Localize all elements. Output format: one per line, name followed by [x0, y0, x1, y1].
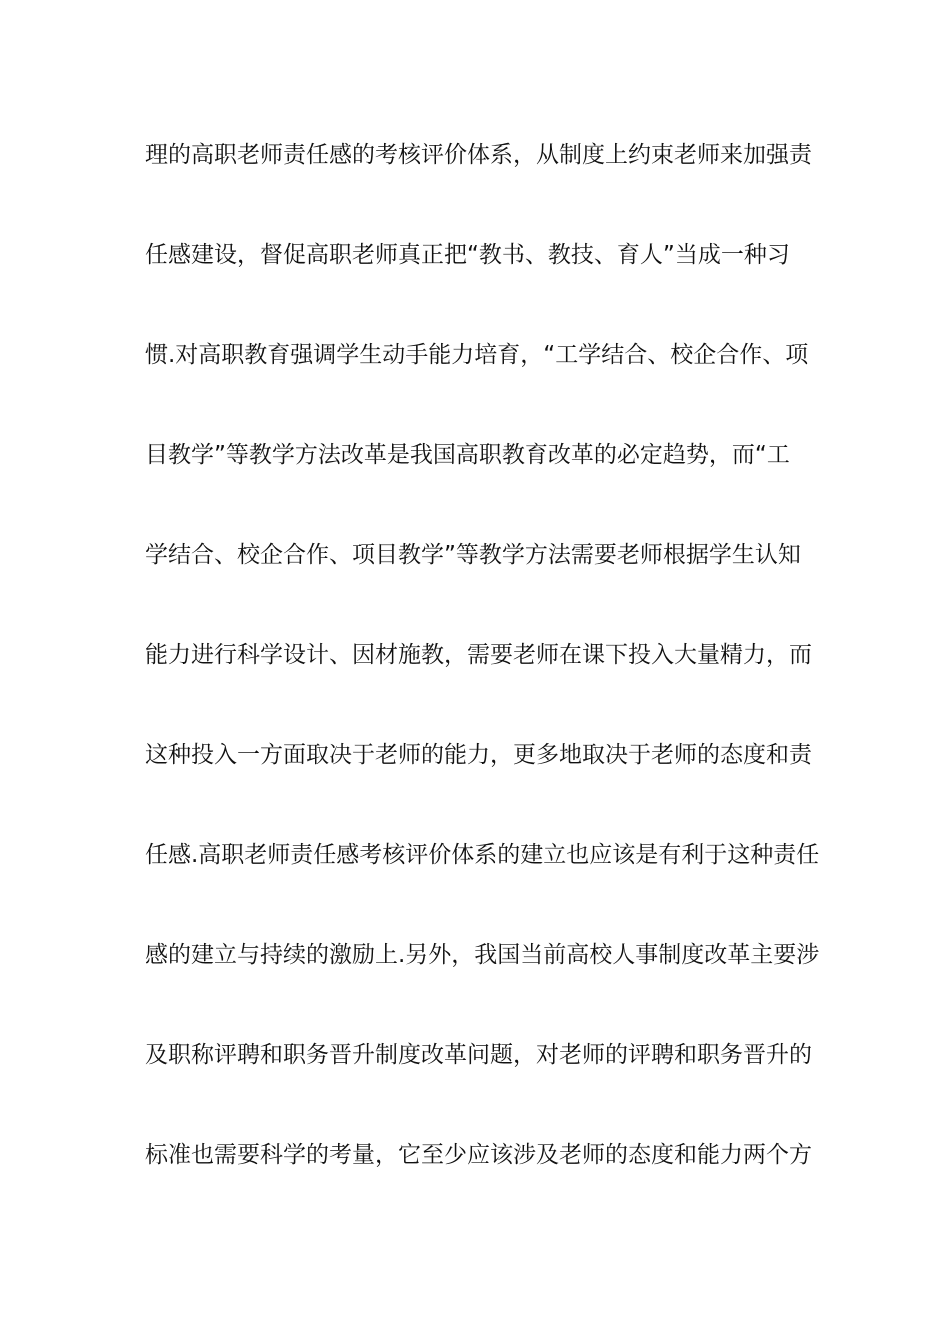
- text-line: 理的高职老师责任感的考核评价体系，从制度上约束老师来加强责: [145, 142, 812, 168]
- text-line: 及职称评聘和职务晋升制度改革问题，对老师的评聘和职务晋升的: [145, 1042, 812, 1068]
- text-line: 标准也需要科学的考量，它至少应该涉及老师的态度和能力两个方: [145, 1142, 812, 1168]
- text-line: 任感.高职老师责任感考核评价体系的建立也应该是有利于这种责任: [145, 842, 820, 868]
- text-line: 任感建设，督促高职老师真正把“教书、教技、育人”当成一种习: [145, 242, 790, 268]
- text-line: 目教学”等教学方法改革是我国高职教育改革的必定趋势，而“工: [145, 442, 790, 468]
- text-line: 感的建立与持续的激励上.另外，我国当前高校人事制度改革主要涉: [145, 942, 820, 968]
- text-line: 学结合、校企合作、项目教学”等教学方法需要老师根据学生认知: [145, 542, 801, 568]
- text-line: 惯.对高职教育强调学生动手能力培育，“工学结合、校企合作、项: [145, 342, 809, 368]
- text-line: 能力进行科学设计、因材施教，需要老师在课下投入大量精力，而: [145, 642, 812, 668]
- text-line: 这种投入一方面取决于老师的能力，更多地取决于老师的态度和责: [145, 742, 812, 768]
- body-text: [145, 130, 820, 1230]
